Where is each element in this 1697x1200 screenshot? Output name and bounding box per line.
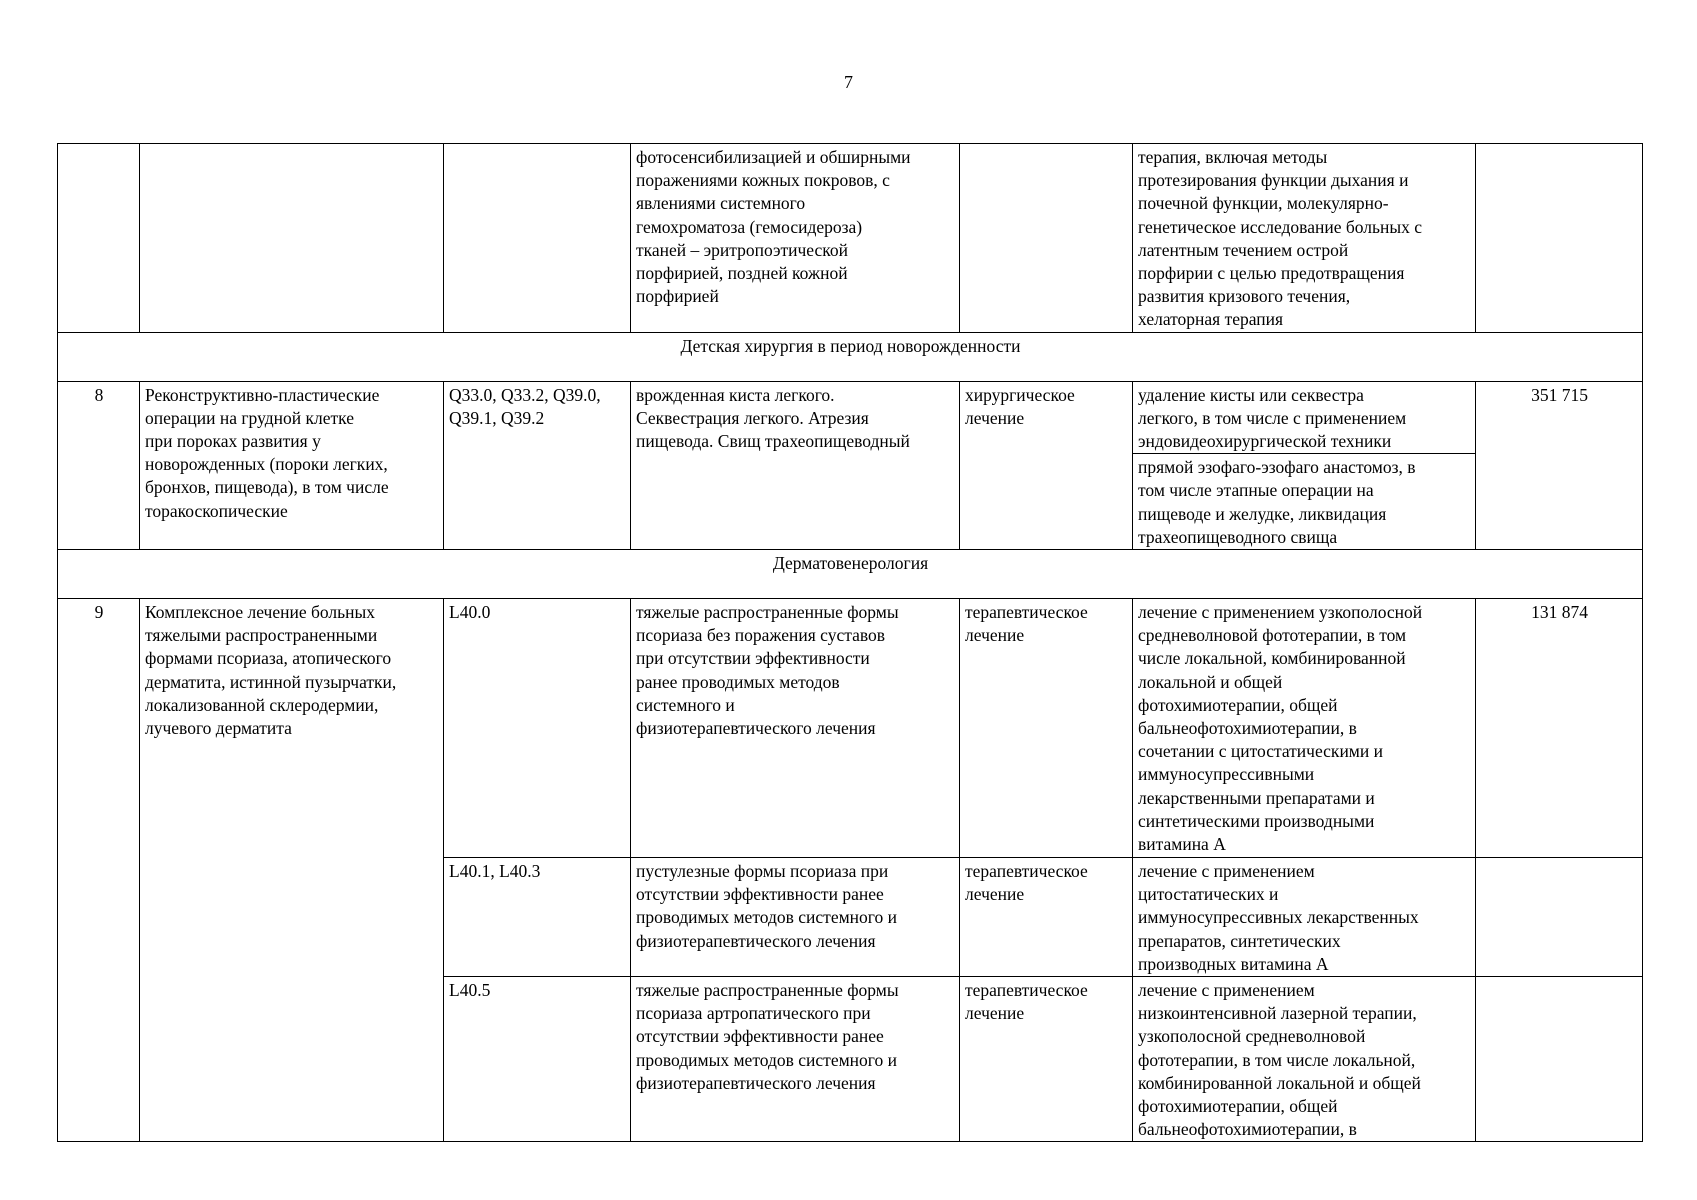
cell-codes: Q33.0, Q33.2, Q39.0, Q39.1, Q39.2 bbox=[444, 381, 631, 549]
cell-treatment: хирургическое лечение bbox=[960, 381, 1133, 549]
cell-codes: L40.1, L40.3 bbox=[444, 858, 631, 977]
cell-number: 8 bbox=[58, 381, 140, 549]
cell-method: прямой эзофаго-эзофаго анастомоз, в том числе этапные операции на пищеводе и желудке, ликвидация трахеопищеводного свища bbox=[1133, 454, 1476, 550]
cell-price bbox=[1476, 144, 1643, 333]
cell-treatment: терапевтическое лечение bbox=[960, 977, 1133, 1142]
medical-care-table bbox=[57, 143, 1643, 1142]
cell-method: лечение с применением узкополосной средневолновой фототерапии, в том числе локальной, комбинированной локальной и общей фотохимиотерапии, общей бальнеофотохимиотерапии, в сочетании с цитостатическими и иммуносупрессивными лекарственными препаратами и синтетическими производными витамина А bbox=[1133, 599, 1476, 858]
cell-price: 131 874 bbox=[1476, 599, 1643, 858]
cell-method: лечение с применением низкоинтенсивной лазерной терапии, узкополосной средневолновой фототерапии, в том числе локальной, комбинированной локальной и общей фотохимиотерапии, общей бальнеофотохимиотерапии, в bbox=[1133, 977, 1476, 1142]
cell-codes: L40.5 bbox=[444, 977, 631, 1142]
cell-diagnosis: врожденная киста легкого. Секвестрация легкого. Атрезия пищевода. Свищ трахеопищеводный bbox=[631, 381, 960, 549]
cell-price: 351 715 bbox=[1476, 381, 1643, 549]
cell-name bbox=[140, 144, 444, 333]
table-row-8 bbox=[58, 381, 1643, 454]
cell-name: Комплексное лечение больных тяжелыми распространенными формами псориаза, атопического дерматита, истинной пузырчатки, локализованной склеродермии, лучевого дерматита bbox=[140, 599, 444, 1142]
cell-name: Реконструктивно-пластические операции на грудной клетке при пороках развития у новорожденных (пороки легких, бронхов, пищевода), в том числе торакоскопические bbox=[140, 381, 444, 549]
cell-price bbox=[1476, 977, 1643, 1142]
table-row-9 bbox=[58, 599, 1643, 858]
cell-number: 9 bbox=[58, 599, 140, 1142]
cell-method: терапия, включая методы протезирования функции дыхания и почечной функции, молекулярно- генетическое исследование больных с латентным течением острой порфирии с целью предотвращения развития кризового течения, хелаторная терапия bbox=[1133, 144, 1476, 333]
cell-diagnosis: пустулезные формы псориаза при отсутствии эффективности ранее проводимых методов системного и физиотерапевтического лечения bbox=[631, 858, 960, 977]
section-row bbox=[58, 332, 1643, 381]
cell-treatment: терапевтическое лечение bbox=[960, 599, 1133, 858]
cell-codes: L40.0 bbox=[444, 599, 631, 858]
cell-treatment bbox=[960, 144, 1133, 333]
cell-treatment: терапевтическое лечение bbox=[960, 858, 1133, 977]
section-title: Детская хирургия в период новорожденности bbox=[58, 332, 1643, 381]
cell-price bbox=[1476, 858, 1643, 977]
continuation-row bbox=[58, 144, 1643, 333]
cell-method: лечение с применением цитостатических и иммуносупрессивных лекарственных препаратов, синтетических производных витамина А bbox=[1133, 858, 1476, 977]
cell-number bbox=[58, 144, 140, 333]
cell-method: удаление кисты или секвестра легкого, в том числе с применением эндовидеохирургической техники bbox=[1133, 381, 1476, 454]
cell-diagnosis: тяжелые распространенные формы псориаза без поражения суставов при отсутствии эффективности ранее проводимых методов системного и физиотерапевтического лечения bbox=[631, 599, 960, 858]
section-title: Дерматовенерология bbox=[58, 550, 1643, 599]
cell-diagnosis: тяжелые распространенные формы псориаза артропатического при отсутствии эффективности ранее проводимых методов системного и физиотерапевтического лечения bbox=[631, 977, 960, 1142]
section-row bbox=[58, 550, 1643, 599]
page-number: 7 bbox=[844, 72, 853, 92]
cell-codes bbox=[444, 144, 631, 333]
cell-diagnosis: фотосенсибилизацией и обширными поражениями кожных покровов, с явлениями системного гемохроматоза (гемосидероза) тканей – эритропоэтической порфирией, поздней кожной порфирией bbox=[631, 144, 960, 333]
